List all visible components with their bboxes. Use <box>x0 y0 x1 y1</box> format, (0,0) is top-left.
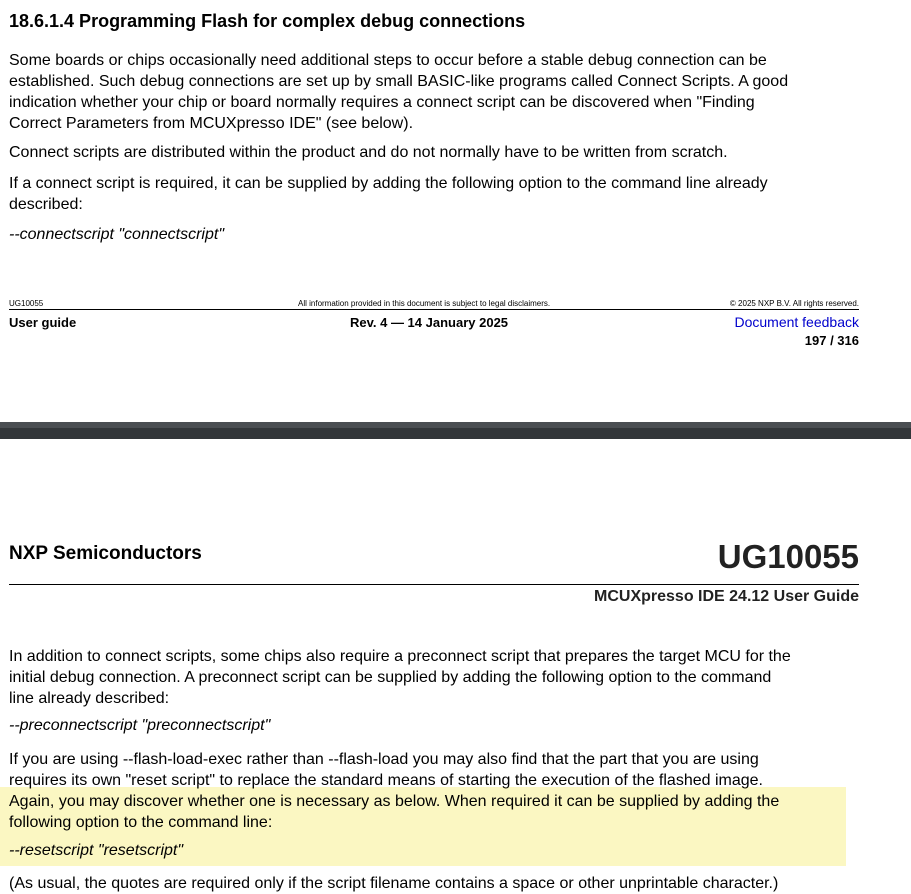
page-number: 197 / 316 <box>804 333 859 348</box>
footer-copyright: © 2025 NXP B.V. All rights reserved. <box>729 299 859 308</box>
text-line: initial debug connection. A preconnect script can be supplied by adding the following option to the command <box>9 669 772 686</box>
text-line: line already described: <box>9 690 170 707</box>
paragraph-connect-distributed: Connect scripts are distributed within the product and do not normally have to be written from scratch. <box>9 144 728 161</box>
text-line: Again, you may discover whether one is necessary as below. When required it can be supplied by adding the <box>9 793 780 810</box>
document-title: MCUXpresso IDE 24.12 User Guide <box>594 588 859 605</box>
text-line: If you are using --flash-load-exec rather than --flash-load you may also find that the part that you are using <box>9 751 759 768</box>
footer-disclaimer: All information provided in this document is subject to legal disclaimers. <box>298 299 551 308</box>
text-line: indication whether your chip or board normally requires a connect script can be discovered when "Finding <box>9 94 755 111</box>
text-line: If a connect script is required, it can be supplied by adding the following option to the command line already <box>9 175 768 192</box>
command-connectscript: --connectscript "connectscript" <box>9 226 224 243</box>
paragraph-connect-option <box>9 173 859 215</box>
paragraph-quotes-note: (As usual, the quotes are required only if the script filename contains a space or other unprintable character.) <box>9 875 779 892</box>
command-resetscript: --resetscript "resetscript" <box>9 842 184 859</box>
paragraph-preconnect <box>9 646 859 709</box>
text-line: Correct Parameters from MCUXpresso IDE" (see below). <box>9 115 414 132</box>
footer-doc-id: UG10055 <box>9 299 44 308</box>
company-name: NXP Semiconductors <box>9 543 202 564</box>
footer-doc-type: User guide <box>9 315 77 330</box>
footer-rule <box>9 309 859 310</box>
section-heading: 18.6.1.4 Programming Flash for complex debug connections <box>9 11 526 31</box>
text-line: requires its own "reset script" to replace the standard means of starting the execution of the flashed image. <box>9 772 763 789</box>
text-line: Some boards or chips occasionally need additional steps to occur before a stable debug connection can be <box>9 52 767 69</box>
paragraph-resetscript <box>9 749 859 833</box>
text-line: In addition to connect scripts, some chips also require a preconnect script that prepares the target MCU for the <box>9 648 791 665</box>
text-line: established. Such debug connections are set up by small BASIC-like programs called Connect Scripts. A good <box>9 73 789 90</box>
text-line: following option to the command line: <box>9 814 273 831</box>
document-id: UG10055 <box>717 538 859 575</box>
text-line: described: <box>9 196 83 213</box>
header-rule <box>9 584 859 585</box>
page-separator-edge <box>0 422 911 428</box>
paragraph-connect-intro <box>9 50 859 134</box>
document-feedback-link[interactable]: Document feedback <box>734 314 859 330</box>
footer-revision: Rev. 4 — 14 January 2025 <box>350 315 509 330</box>
command-preconnectscript: --preconnectscript "preconnectscript" <box>9 717 271 734</box>
